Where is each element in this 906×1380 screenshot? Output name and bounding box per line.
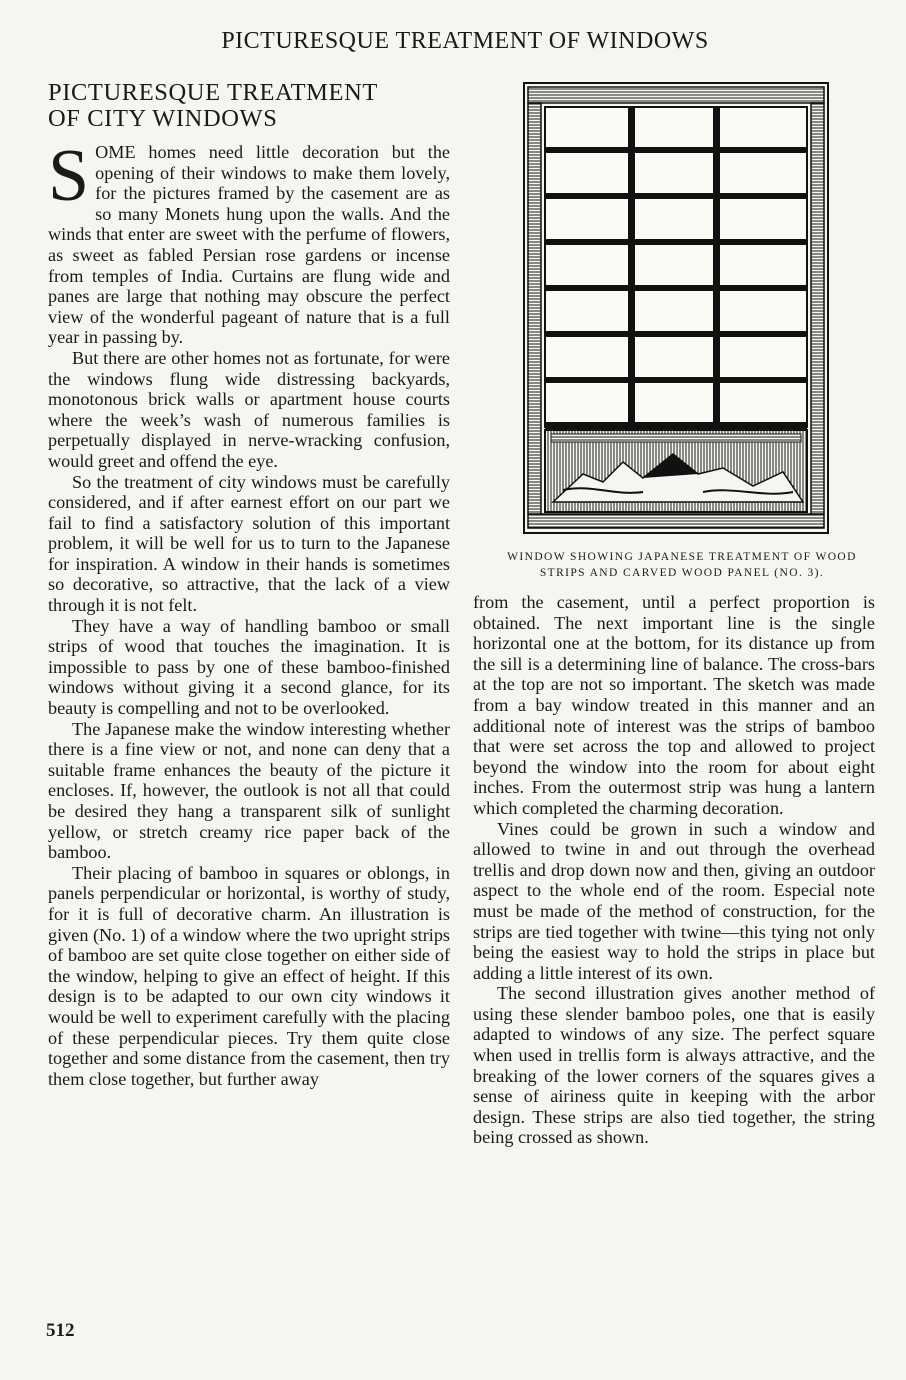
left-column [48, 80, 450, 1089]
paragraph-2: But there are other homes not as fortunate, for were the windows flung wide distressing backyards, monotonous brick walls or apartment house courts where the week’s wash of numerous families is perpetually displayed in nerve-wracking confusion, would greet and offend the eye. [48, 347, 450, 471]
title-line-2: OF CITY WINDOWS [48, 105, 278, 132]
window-illustration [523, 82, 829, 534]
title-line-1: PICTURESQUE TREATMENT [48, 79, 378, 106]
paragraph-1-text: OME homes need little decoration but the opening of their windows to make them lovely, for the pictures framed by the casement are as so many Monets hung upon the walls. And the winds that enter are sweet with the perfume of flowers, as sweet as fabled Persian rose gardens or incense from temples of India. Curtains are flung wide and panes are large that nothing may obscure the perfect view of the wonderful pageant of nature that is a full year in passing by. [48, 142, 450, 348]
drop-cap: S [48, 135, 90, 217]
running-head: PICTURESQUE TREATMENT OF WINDOWS [221, 28, 709, 54]
paragraph-1 [48, 135, 450, 348]
paragraph-9: The second illustration gives another method of using these slender bamboo poles, one that is easily adapted to windows of any size. The perfect square when used in trellis form is always attractive, and the breaking of the lower corners of the squares gives a sense of airiness quite in keeping with the arbor design. These strips are also tied together, the string being crossed as shown. [473, 983, 875, 1148]
right-column [473, 592, 875, 1148]
page-number: 512 [46, 1320, 75, 1341]
paragraph-4: They have a way of handling bamboo or small strips of wood that touches the imagination. It is impossible to pass by one of these bamboo-finished windows without giving it a second glance, for its beauty is compelling and not to be overlooked. [48, 615, 450, 719]
article-title [48, 80, 450, 132]
paragraph-3: So the treatment of city windows must be carefully considered, and if after earnest effort on our part we fail to find a satisfactory solution of this important problem, it will be well for us to turn to the Japanese for inspiration. A window in their hands is sometimes so decorative, so attractive, that the lack of a view through it is not felt. [48, 471, 450, 616]
figure-caption: WINDOW SHOWING JAPANESE TREATMENT OF WOOD STRIPS AND CARVED WOOD PANEL (NO. 3). [507, 551, 857, 579]
paragraph-7: from the casement, until a perfect proportion is obtained. The next important line is the single horizontal one at the bottom, for its distance up from the sill is a determining line of balance. The cross-bars at the top are not so important. The sketch was made from a bay window treated in this manner and an additional note of interest was the strips of bamboo that were set across the top and allowed to project beyond the window into the room for about eight inches. From the outermost strip was hung a lantern which completed the charming decoration. [473, 592, 875, 818]
paragraph-5: The Japanese make the window interesting whether there is a fine view or not, and none can deny that a suitable frame enhances the beauty of the picture it encloses. If, however, the outlook is not all that could be desired they hang a transparent silk of sunlight yellow, or stretch creamy rice paper back of the bamboo. [48, 718, 450, 863]
paragraph-8: Vines could be grown in such a window and allowed to twine in and out through the overhead trellis and drop down now and then, giving an outdoor aspect to the whole end of the room. Especial note must be made of the method of construction, for the strips are tied together with twine—this tying not only being the easiest way to hold the strips in place but adding a little interest of its own. [473, 818, 875, 983]
paragraph-6: Their placing of bamboo in squares or oblongs, in panels perpendicular or horizontal, is worthy of study, for it is full of decorative charm. An illustration is given (No. 1) of a window where the two upright strips of bamboo are set quite close together on either side of the window, helping to give an effect of height. If this design is to be adapted to our own city windows it would be well to experiment carefully with the placing of these perpendicular pieces. Try them quite close together and some distance from the casement, then try them close together, but further away [48, 862, 450, 1089]
japanese-window-drawing [523, 82, 829, 534]
